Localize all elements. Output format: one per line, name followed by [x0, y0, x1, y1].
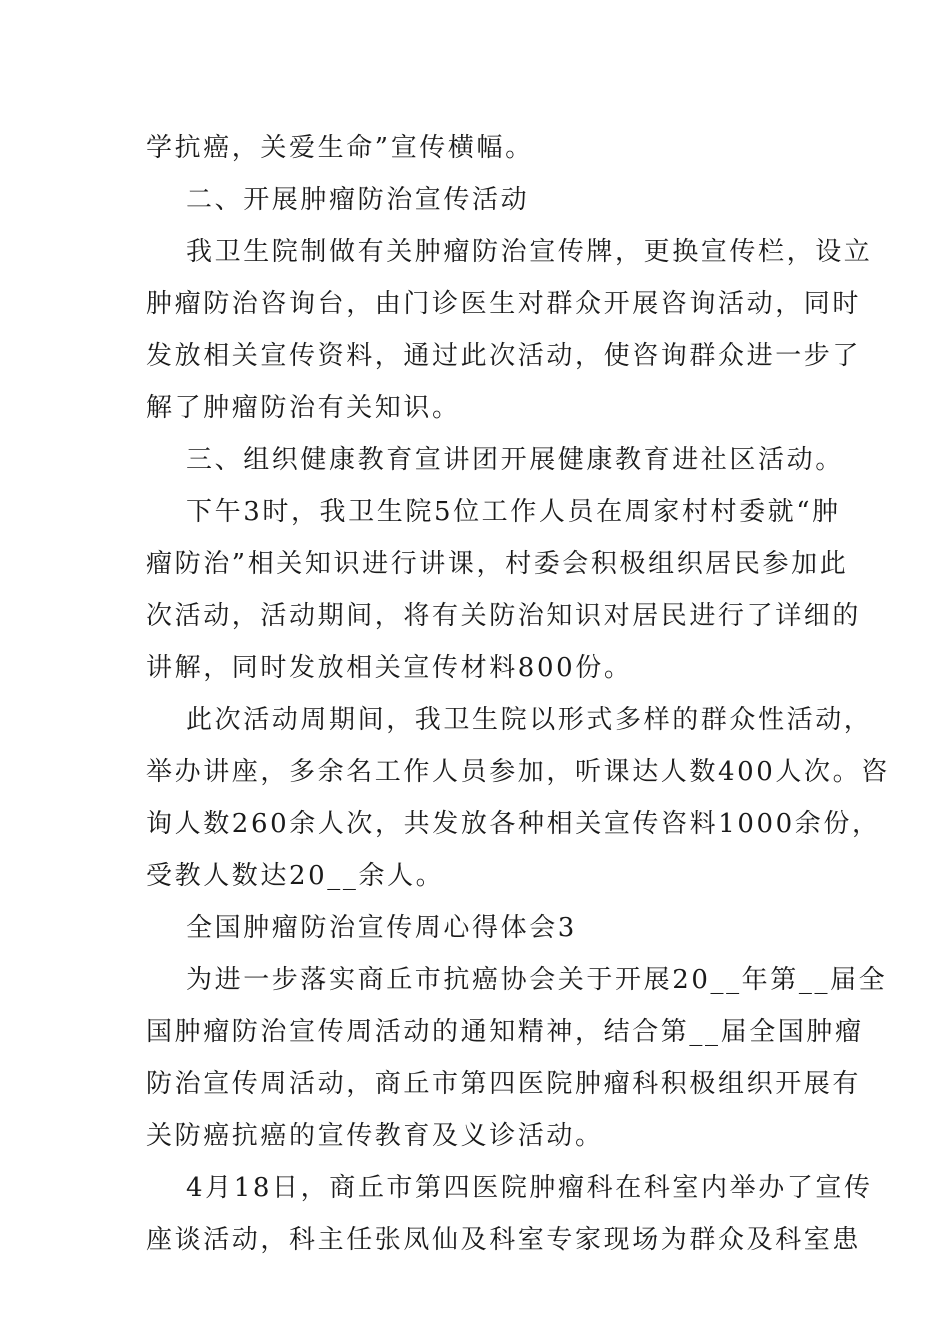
text-line: 为进一步落实商丘市抗癌协会关于开展20__年第__届全	[186, 965, 888, 995]
section-heading: 二、开展肿瘤防治宣传活动	[186, 185, 530, 215]
text-line: 我卫生院制做有关肿瘤防治宣传牌，更换宣传栏，设立	[186, 237, 873, 267]
text-line: 关防癌抗癌的宣传教育及义诊活动。	[146, 1121, 604, 1151]
section-heading: 三、组织健康教育宣讲团开展健康教育进社区活动。	[186, 445, 844, 475]
article-title: 全国肿瘤防治宣传周心得体会3	[186, 913, 577, 943]
text-line: 学抗癌，关爱生命”宣传横幅。	[146, 133, 534, 163]
text-line: 4月18日，商丘市第四医院肿瘤科在科室内举办了宣传	[186, 1173, 873, 1203]
text-line: 发放相关宣传资料，通过此次活动，使咨询群众进一步了	[146, 341, 862, 371]
text-line: 肿瘤防治咨询台，由门诊医生对群众开展咨询活动，同时	[146, 289, 862, 319]
text-line: 次活动，活动期间，将有关防治知识对居民进行了详细的	[146, 601, 862, 631]
text-line: 瘤防治”相关知识进行讲课，村委会积极组织居民参加此	[146, 549, 849, 579]
text-line: 此次活动周期间，我卫生院以形式多样的群众性活动，	[186, 705, 873, 735]
text-line: 座谈活动，科主任张凤仙及科室专家现场为群众及科室患	[146, 1225, 862, 1255]
text-line: 举办讲座，多余名工作人员参加，听课达人数400人次。咨	[146, 757, 890, 787]
text-line: 解了肿瘤防治有关知识。	[146, 393, 461, 423]
text-line: 下午3时，我卫生院5位工作人员在周家村村委就“肿	[186, 497, 841, 527]
text-line: 受教人数达20__余人。	[146, 861, 445, 891]
text-line: 防治宣传周活动，商丘市第四医院肿瘤科积极组织开展有	[146, 1069, 862, 1099]
text-line: 讲解，同时发放相关宣传材料800份。	[146, 653, 633, 683]
text-line: 国肿瘤防治宣传周活动的通知精神，结合第__届全国肿瘤	[146, 1017, 864, 1047]
text-line: 询人数260余人次，共发放各种相关宣传咨料1000余份，	[146, 809, 881, 839]
